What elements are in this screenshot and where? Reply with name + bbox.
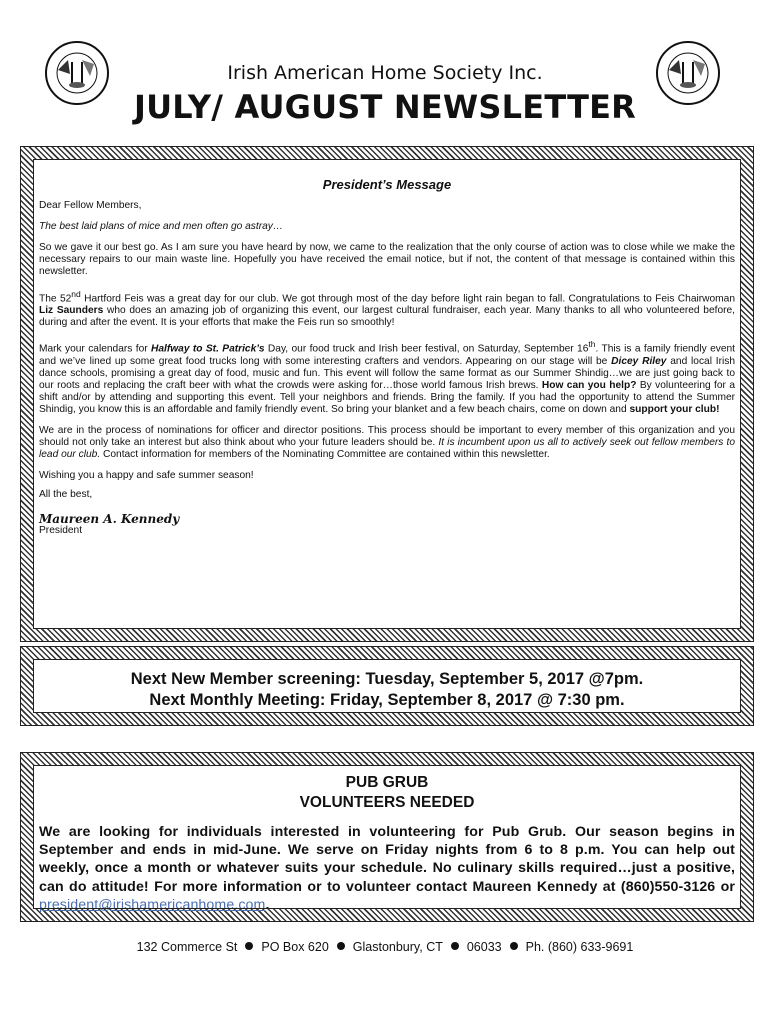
pub-grub-title: PUB GRUB — [345, 774, 429, 791]
presidents-message-title: President’s Message — [322, 177, 452, 192]
bullet-icon — [451, 942, 459, 950]
closing: All the best, — [39, 488, 93, 500]
pub-grub-box — [20, 752, 754, 922]
pub-grub-body: We are looking for individuals interested in volunteering for Pub Grub. Our season begins in September and ends in mid-June. We serve on Friday nights from 6 to 8 p.m. You can help out weekly, once a month or whatever suits your schedule. No culinary skills required…just a positive, can do attitude! For more information or to volunteer contact Maureen Kennedy at (860)550-3126 or president@irishamericanhome.com. — [39, 824, 735, 913]
paragraph-closure: So we gave it our best go. As I am sure you have heard by now, we came to the realization that the only course of action was to close while we make the necessary repairs to our main waste line. Hopefully you have received the email notice, but if not, the content of that message is contained within this newsletter. — [39, 242, 735, 278]
quote: The best laid plans of mice and men often go astray… — [39, 221, 284, 233]
signature: Maureen A. Kennedy — [39, 511, 180, 526]
paragraph-halfway: Mark your calendars for Halfway to St. Patrick’s Day, our food truck and Irish beer festival, on Saturday, September 16th. This is a family friendly event and we’ve lined up some great food trucks long with some interesting crafters and vendors. Appearing on our stage will be Dicey Riley and local Irish dance schools, promising a great day of food, music and fun. This event will follow the same format as our Summer Shindig…we are just going back to our roots and replacing the craft beer with what the crowds were asking for…those world famous Irish brews. How can you help? By volunteering for a shift and/or by attending and supporting this event. Tell your neighbors and friends. Bring the family. If you had the opportunity to attend the Summer Shindig, you know this is an affordable and family friendly event. So bring your blanket and a few beach chairs, come on down and support your club! — [39, 339, 736, 416]
email-link[interactable]: president@irishamericanhome.com — [39, 896, 266, 913]
wish: Wishing you a happy and safe summer season! — [39, 470, 254, 482]
monthly-meeting: Next Monthly Meeting: Friday, September 8, 2017 @ 7:30 pm. — [149, 691, 625, 709]
footer-city: Glastonbury, CT — [352, 940, 443, 954]
newsletter-title: JULY/ AUGUST NEWSLETTER — [133, 88, 637, 126]
new-member-screening: Next New Member screening: Tuesday, September 5, 2017 @7pm. — [130, 670, 644, 688]
sign-title: President — [39, 524, 83, 536]
greeting: Dear Fellow Members, — [39, 200, 142, 212]
bullet-icon — [510, 942, 518, 950]
volunteers-needed-title: VOLUNTEERS NEEDED — [299, 794, 475, 811]
footer-address — [0, 940, 770, 954]
paragraph-nominations: We are in the process of nominations for officer and director positions. This process should be important to every member of this organization and you should not only take an interest but also think about who your future leaders should be. It is incumbent upon us all to actively seek out fellow members to lead our club. Contact information for members of the Nominating Committee are contained within this newsletter. — [39, 425, 735, 461]
paragraph-feis: The 52nd Hartford Feis was a great day for our club. We got through most of the day before light rain began to fall. Congratulations to Feis Chairwoman Liz Saunders who does an amazing job of organizing this event, our largest cultural fundraiser, each year. Many thanks to all who volunteered before, during and after the event. It is your efforts that make the Feis run so smoothly! — [39, 288, 736, 329]
footer-zip: 06033 — [466, 940, 502, 954]
footer-po: PO Box 620 — [261, 940, 329, 954]
footer-phone: Ph. (860) 633-9691 — [525, 940, 634, 954]
meetings-box — [20, 646, 754, 726]
footer-street: 132 Commerce St — [136, 940, 238, 954]
bullet-icon — [245, 942, 253, 950]
bullet-icon — [337, 942, 345, 950]
presidents-message-box — [20, 146, 754, 642]
org-name: Irish American Home Society Inc. — [227, 62, 543, 84]
